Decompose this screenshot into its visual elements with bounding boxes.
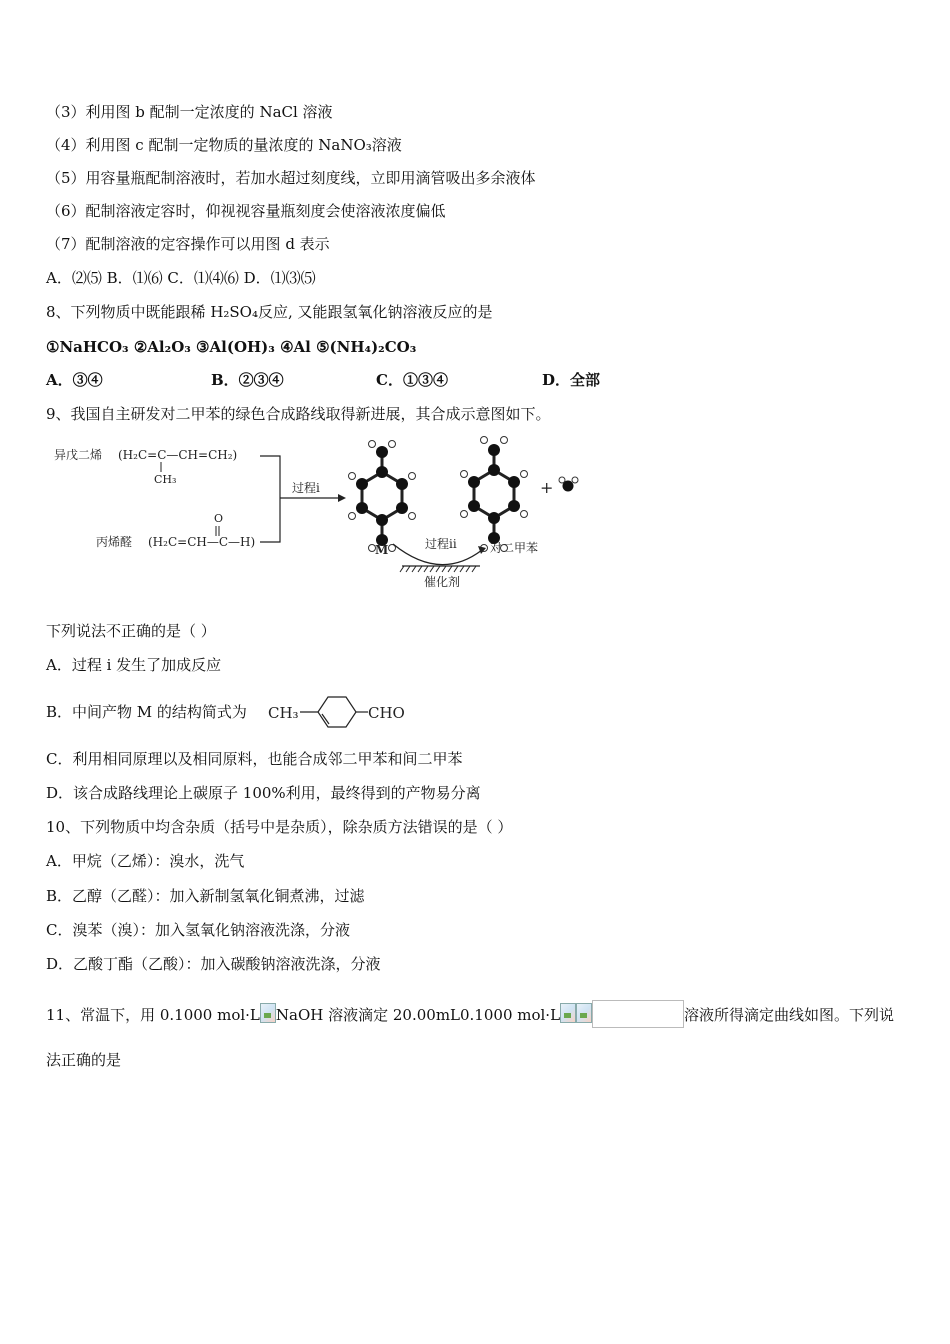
acrolein-formula: (H₂C=CH—C—H) <box>148 535 256 549</box>
q10-option-a: A．甲烷（乙烯）：溴水，洗气 <box>46 852 245 870</box>
q8-items: ①NaHCO₃ ②Al₂O₃ ③Al(OH)₃ ④Al ⑤(NH₄)₂CO₃ <box>46 338 417 356</box>
q10-stem: 10、下列物质中均含杂质（括号中是杂质），除杂质方法错误的是（ ） <box>46 818 513 836</box>
q9-option-a: A．过程 i 发生了加成反应 <box>46 656 222 674</box>
q9-option-d: D．该合成路线理论上碳原子 100%利用，最终得到的产物易分离 <box>46 784 481 802</box>
statement-3: （3）利用图 b 配制一定浓度的 NaCl 溶液 <box>46 103 333 121</box>
plus-sign: + <box>540 478 554 497</box>
statement-6: （6）配制溶液定容时，仰视视容量瓶刻度会使溶液浓度偏低 <box>46 202 446 220</box>
q11-stem-continued: 法正确的是 <box>46 1051 122 1069</box>
synthesis-diagram <box>50 432 610 592</box>
cyclic-intermediate-model <box>349 441 416 552</box>
isoprene-formula: (H₂C=C—CH=CH₂) <box>118 448 238 462</box>
q8-option-c: C．①③④ <box>376 371 448 389</box>
p-xylene-label: 对二甲苯 <box>490 541 539 555</box>
process-i-label: 过程i <box>292 481 320 495</box>
q11-stem <box>46 1000 894 1028</box>
q10-option-d: D．乙酸丁酯（乙酸）：加入碳酸钠溶液洗涤，分液 <box>46 955 381 973</box>
q8-option-a: A．③④ <box>46 371 103 389</box>
q8-options <box>46 370 746 390</box>
q11-part1: 11、常温下，用 0.1000 mol·L <box>46 1006 260 1024</box>
q10-option-c: C．溴苯（溴）：加入氢氧化钠溶液洗涤，分液 <box>46 921 350 939</box>
q8-option-d: D．全部 <box>542 371 601 389</box>
process-ii-label: 过程ii <box>425 537 457 551</box>
q9-prompt: 下列说法不正确的是（ ） <box>46 622 216 640</box>
statement-7: （7）配制溶液的定容操作可以用图 d 表示 <box>46 235 330 253</box>
q11-part3: 溶液所得滴定曲线如图。下列说 <box>684 1006 895 1024</box>
m-label: M <box>375 543 389 557</box>
q11-part2: NaOH 溶液滴定 20.00mL0.1000 mol·L <box>275 1006 561 1024</box>
structure-m <box>266 692 414 732</box>
broken-image-icon <box>260 1003 276 1023</box>
cho-group: CHO <box>368 704 405 722</box>
broken-image-icon <box>576 1003 592 1023</box>
water-molecule-model <box>559 477 578 492</box>
q9-option-b: B．中间产物 M 的结构简式为 <box>46 703 247 721</box>
acrolein-oxygen: O <box>214 512 224 525</box>
isoprene-branch: CH₃ <box>154 473 177 486</box>
q8-option-b: B．②③④ <box>211 371 284 389</box>
missing-formula-box <box>592 1000 684 1028</box>
acrolein-name: 丙烯醛 <box>96 535 133 549</box>
q7-options: A．⑵⑸ B．⑴⑹ C．⑴⑷⑹ D．⑴⑶⑸ <box>46 269 316 287</box>
q8-stem: 8、下列物质中既能跟稀 H₂SO₄反应, 又能跟氢氧化钠溶液反应的是 <box>46 303 493 321</box>
isoprene-name: 异戊二烯 <box>54 448 103 462</box>
ch3-group: CH₃ <box>268 704 299 722</box>
q9-option-c: C．利用相同原理以及相同原料，也能合成邻二甲苯和间二甲苯 <box>46 750 463 768</box>
q9-stem: 9、我国自主研发对二甲苯的绿色合成路线取得新进展，其合成示意图如下。 <box>46 405 551 423</box>
q10-option-b: B．乙醇（乙醛）：加入新制氢氧化铜煮沸，过滤 <box>46 887 365 905</box>
statement-4: （4）利用图 c 配制一定物质的量浓度的 NaNO₃溶液 <box>46 136 402 154</box>
statement-5: （5）用容量瓶配制溶液时，若加水超过刻度线，立即用滴管吸出多余液体 <box>46 169 536 187</box>
p-xylene-model <box>461 437 528 552</box>
catalyst-label: 催化剂 <box>424 575 461 589</box>
broken-image-icon <box>560 1003 576 1023</box>
